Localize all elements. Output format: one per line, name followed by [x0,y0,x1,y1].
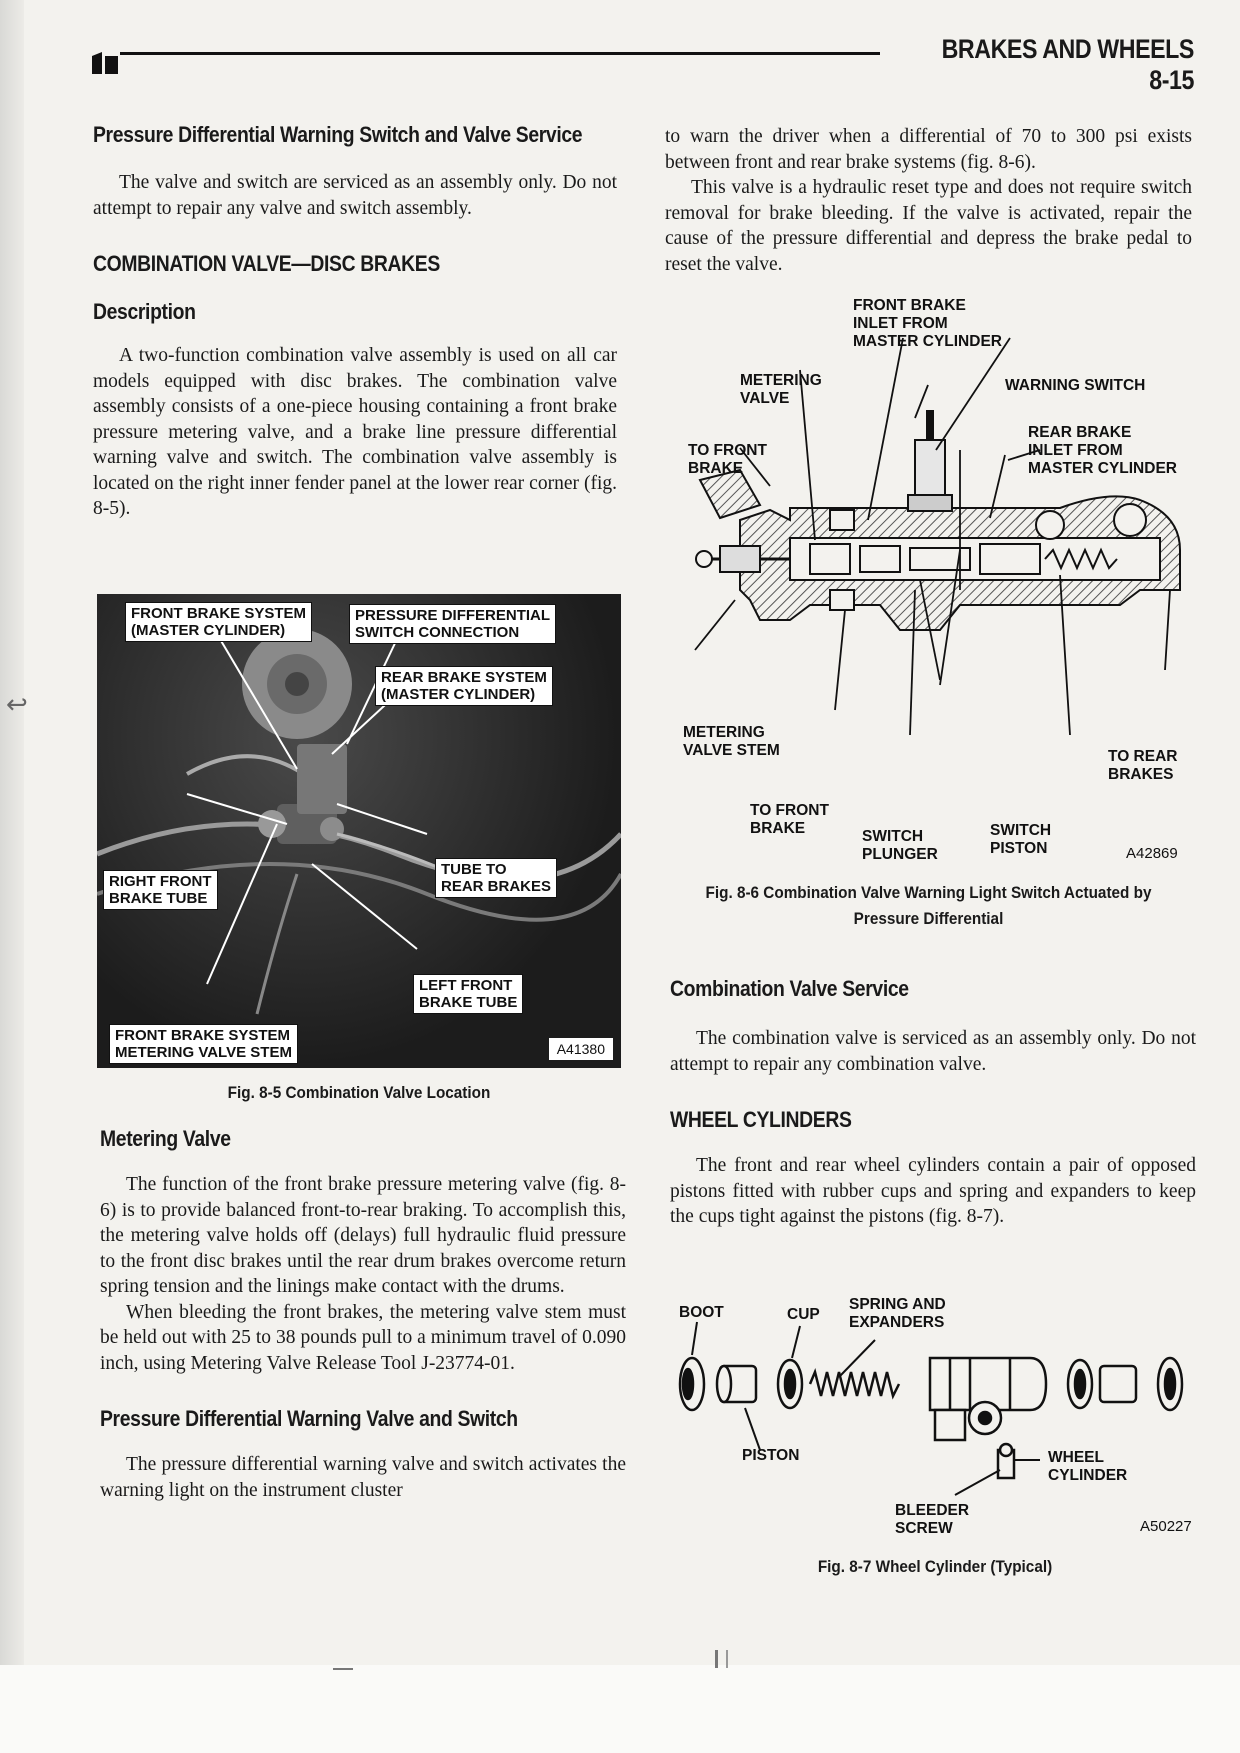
label-metering-valve: METERING VALVE [740,372,822,407]
paragraph: to warn the driver when a differential of 70 to 300 psi exists between front and rear brake systems (fig. 8-6). [665,126,1192,173]
paragraph: This valve is a hydraulic reset type and does not require switch removal for brake bleeding. If the valve is activated, repair the cause of the pressure differential and depress the brake pedal to reset the valve. [665,177,1192,275]
section-heading: WHEEL CYLINDERS [670,1107,852,1132]
section-heading: Pressure Differential Warning Switch and Valve Service [93,122,583,147]
label-warning-switch: WARNING SWITCH [1005,377,1146,394]
figure-8-5-photo [97,594,621,1068]
figure-caption: Fig. 8-7 Wheel Cylinder (Typical) [817,1557,1053,1576]
label-tube-to-rear-brakes: TUBE TO REAR BRAKES [435,858,557,898]
section-heading: Metering Valve [100,1126,231,1151]
figure-id: A41380 [549,1038,613,1060]
paragraph: A two-function combination valve assembly is used on all car models equipped with disc brakes. The combination valve assembly consists of a one-piece housing containing a front brake pressure metering valve, and a brake line pressure differential warning valve and switch. The combination valve assembly is located on the right inner fender panel at the lower rear corner (fig. 8-5). [93,345,617,519]
section-heading: Combination Valve Service [670,976,909,1001]
label-metering-valve-stem: METERING VALVE STEM [683,724,780,759]
label-front-brake-system-master: FRONT BRAKE SYSTEM (MASTER CYLINDER) [125,602,312,642]
header-mark-icon [92,52,120,74]
label-bleeder-screw: BLEEDER SCREW [895,1502,970,1537]
section-heading: COMBINATION VALVE—DISC BRAKES [93,251,440,276]
figure-8-7-diagram [670,1300,1210,1530]
right-column-middle [670,976,1196,1230]
section-heading: Pressure Differential Warning Valve and Switch [100,1406,518,1431]
label-to-front-brake-bottom: TO FRONT BRAKE [750,802,829,837]
figure-caption: Fig. 8-5 Combination Valve Location [227,1083,491,1102]
scan-edge [0,0,24,1753]
left-column-top [93,122,617,522]
figure-id: A50227 [1140,1518,1192,1535]
label-rear-brake-system-master: REAR BRAKE SYSTEM (MASTER CYLINDER) [375,666,553,706]
label-rear-brake-inlet: REAR BRAKE INLET FROM MASTER CYLINDER [1028,424,1177,477]
label-front-brake-inlet: FRONT BRAKE INLET FROM MASTER CYLINDER [853,297,1002,350]
label-right-front-brake-tube: RIGHT FRONT BRAKE TUBE [103,870,218,910]
paragraph: When bleeding the front brakes, the metering valve stem must be held out with 25 to 38 pounds pull to a minimum travel of 0.090 inch, using Metering Valve Release Tool J-23774-01. [100,1301,626,1374]
label-to-front-brake-top: TO FRONT BRAKE [688,442,767,477]
figure-caption: Fig. 8-6 Combination Valve Warning Light Switch Actuated by Pressure Differential [705,883,1152,928]
right-column-top [665,124,1192,277]
margin-arrow-icon: ↩ [6,690,28,720]
label-piston: PISTON [742,1447,800,1464]
left-column-bottom [100,1126,626,1503]
label-boot: BOOT [679,1304,724,1321]
page-header-title: BRAKES AND WHEELS 8-15 [941,34,1194,95]
label-wheel-cylinder: WHEEL CYLINDER [1048,1449,1128,1484]
paragraph: The function of the front brake pressure metering valve (fig. 8-6) is to provide balanced front-to-rear braking. To accomplish this, the metering valve holds off (delays) full hydraulic fluid pressure to the front disc brakes until the rear drum brakes overcome return spring tension and the linings make contact with the drums. [100,1174,626,1297]
section-heading: Description [93,299,196,324]
header-rule [120,52,880,55]
label-spring-expanders: SPRING AND EXPANDERS [849,1296,946,1331]
label-to-rear-brakes: TO REAR BRAKES [1108,748,1178,783]
scan-bottom-margin [0,1665,1240,1753]
paragraph: The valve and switch are serviced as an assembly only. Do not attempt to repair any valve and switch assembly. [93,172,617,219]
page-foot-dash [333,1668,353,1670]
label-cup: CUP [787,1306,820,1323]
label-switch-plunger: SWITCH PLUNGER [862,828,938,863]
figure-id: A42869 [1126,845,1178,862]
paragraph: The combination valve is serviced as an assembly only. Do not attempt to repair any combination valve. [670,1028,1196,1075]
label-switch-piston: SWITCH PISTON [990,822,1052,857]
paragraph: The pressure differential warning valve and switch activates the warning light on the instrument cluster [100,1454,626,1501]
label-pressure-differential-switch: PRESSURE DIFFERENTIAL SWITCH CONNECTION [349,604,556,644]
label-left-front-brake-tube: LEFT FRONT BRAKE TUBE [413,974,523,1014]
label-front-brake-metering-stem: FRONT BRAKE SYSTEM METERING VALVE STEM [109,1024,298,1064]
page-foot-mark [715,1650,728,1668]
paragraph: The front and rear wheel cylinders contain a pair of opposed pistons fitted with rubber cups and spring and expanders to keep the cups tight against the pistons (fig. 8-7). [670,1155,1196,1227]
